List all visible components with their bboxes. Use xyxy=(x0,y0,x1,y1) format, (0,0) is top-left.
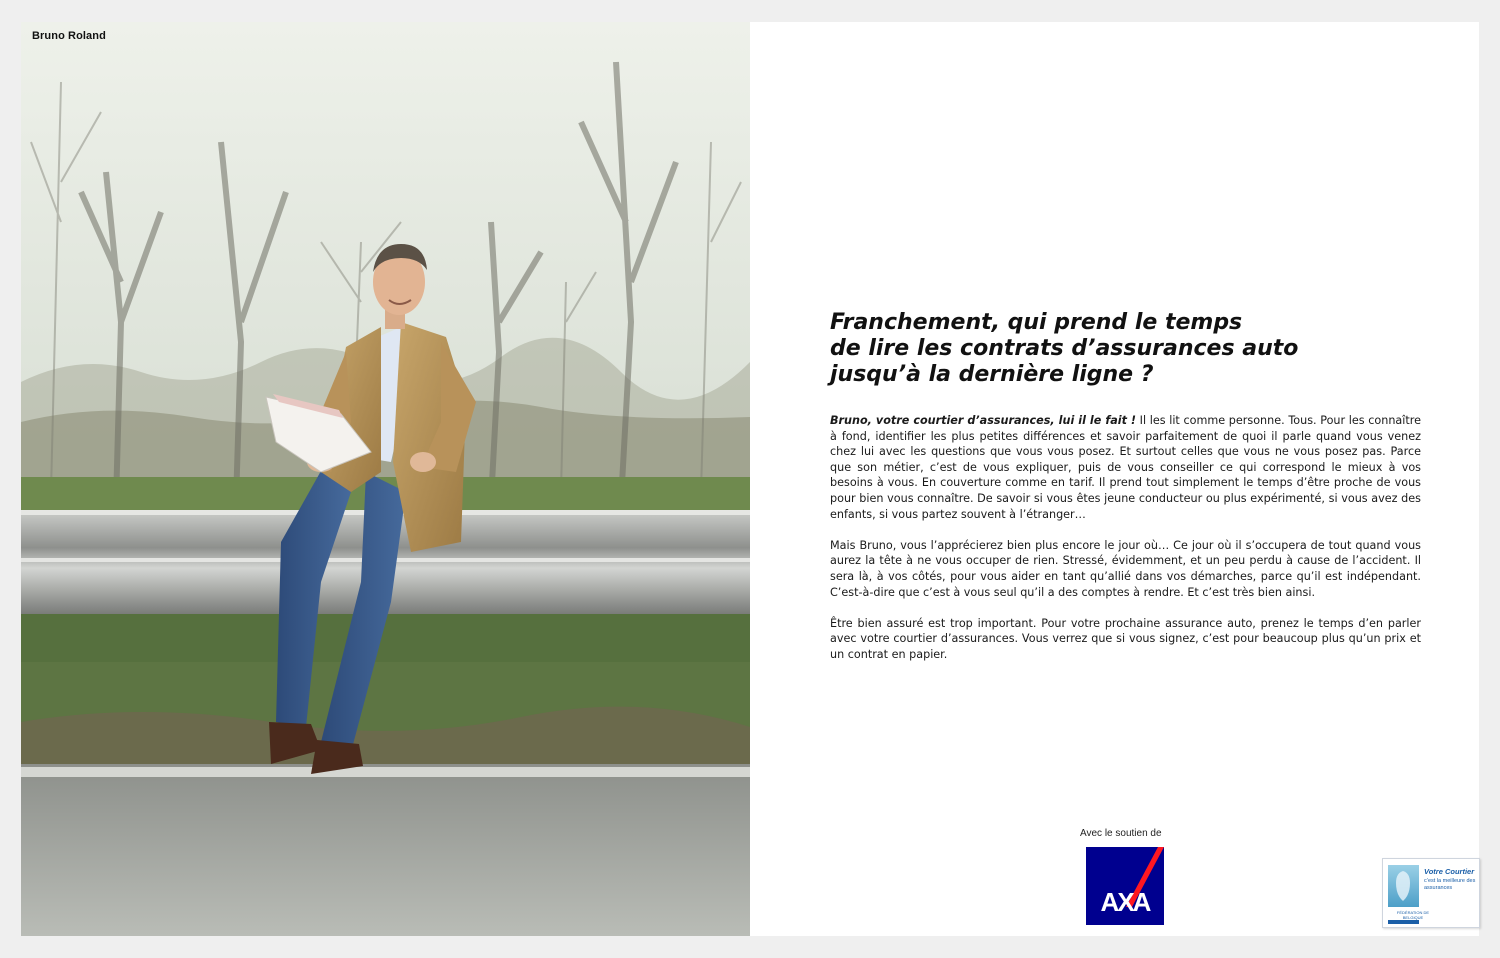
portrait-photo xyxy=(21,22,750,936)
photo-page xyxy=(21,22,750,936)
body-paragraph-1-text: Il les lit comme personne. Tous. Pour les connaître à fond, identifier les plus petites différences et savoir parfaitement de quoi il parle quand vous venez chez lui avec les questions que vous vous posez. Et surtout celles que vous ne vous posez pas. Parce que son métier, c’est de vous expliquer, puis de vous conseiller ce qui correspond le mieux à vos besoins à vous. En couverture comme en tarif. Il prend tout simplement le temps d’être proche de vous pour bien vous connaître. De savoir si vous êtes jeune conducteur ou plus expérimenté, si vous avez des enfants, si vous partez souvent à l’étranger… xyxy=(830,414,1421,521)
text-page xyxy=(750,22,1479,936)
sponsor-label: Avec le soutien de xyxy=(1080,828,1162,839)
broker-badge-tagline: c’est la meilleure des assurances xyxy=(1424,878,1476,891)
broker-badge xyxy=(1382,858,1480,928)
headline xyxy=(830,310,1390,388)
axa-logo-text: AXA xyxy=(1100,887,1150,917)
broker-badge-title: Votre Courtier xyxy=(1424,867,1475,876)
body-copy xyxy=(830,413,1421,678)
headline-line-3: jusqu’à la dernière ligne ? xyxy=(830,362,1154,387)
headline-line-1: Franchement, qui prend le temps xyxy=(830,310,1243,335)
body-paragraph-3: Être bien assuré est trop important. Pour votre prochaine assurance auto, prenez le temps d’en parler avec votre courtier d’assurances. Vous verrez que si vous signez, c’est pour beaucoup plus qu’un prix et un contrat en papier. xyxy=(830,616,1421,661)
broker-emblem-icon xyxy=(1388,865,1419,907)
body-paragraph-2: Mais Bruno, vous l’apprécierez bien plus encore le jour où… Ce jour où il s’occupera de tout quand vous aurez la tête à ne vous occuper de rien. Stressé, évidemment, et un peu perdu à cause de l’accident. Il sera là, à vos côtés, pour vous aider en tant qu’allié dans vos démarches, parce qu’il est indépendant. C’est-à-dire que c’est à vous seul qu’il a des comptes à rendre. Et c’est très bien ainsi. xyxy=(830,538,1421,599)
axa-logo xyxy=(1086,847,1164,925)
body-paragraph-1 xyxy=(830,413,1421,522)
headline-line-2: de lire les contrats d’assurances auto xyxy=(830,336,1299,361)
broker-badge-bar xyxy=(1388,920,1419,924)
body-lead: Bruno, votre courtier d’assurances, lui il le fait ! xyxy=(830,414,1137,427)
broker-badge-federation: FÉDÉRATION DE BELGIQUE xyxy=(1396,910,1430,920)
magazine-spread xyxy=(21,22,1479,936)
photo-caption-name: Bruno Roland xyxy=(32,30,106,42)
